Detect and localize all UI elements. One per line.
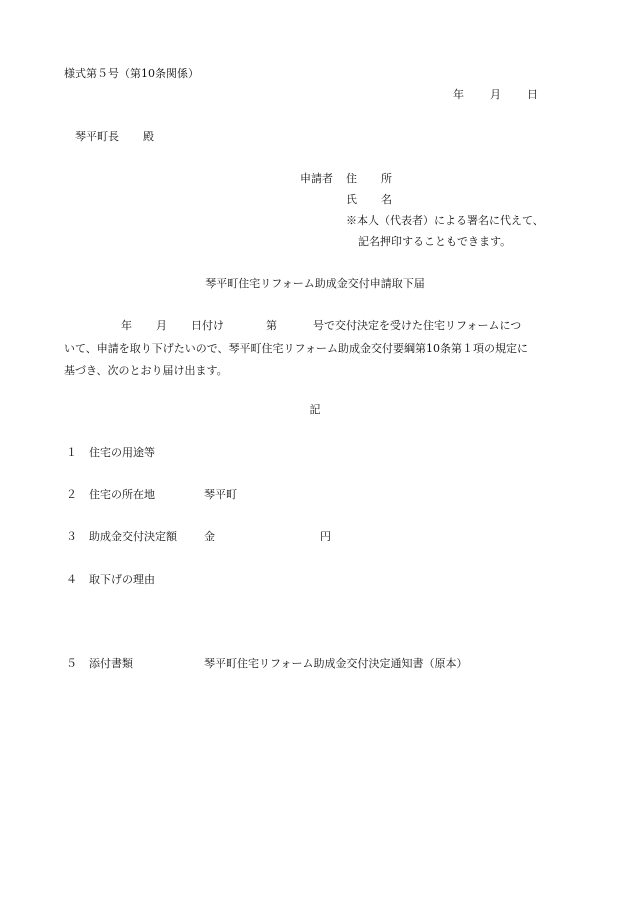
body-line-3: 基づき、次のとおり届け出ます。 — [64, 364, 228, 377]
item-suffix: 円 — [320, 530, 331, 543]
form-number: 様式第５号（第10条関係） — [64, 67, 199, 80]
item-number: ２ — [66, 488, 77, 501]
body-dai: 第 — [266, 319, 277, 332]
list-item — [66, 488, 155, 502]
item-number: ４ — [66, 573, 77, 586]
signature-note-line-2: 記名押印することもできます。 — [358, 235, 512, 248]
address-label-char-2: 所 — [381, 172, 392, 185]
list-item — [66, 657, 133, 671]
list-item — [66, 446, 155, 460]
signature-note-line-1: ※本人（代表者）による署名に代えて、 — [346, 214, 544, 227]
applicant-name-field — [346, 193, 392, 207]
address-label-char-1: 住 — [346, 172, 357, 185]
name-label-char-2: 名 — [381, 193, 392, 206]
item-label: 助成金交付決定額 — [89, 530, 177, 543]
list-item — [66, 573, 155, 587]
body-month: 月 — [156, 319, 167, 332]
document-title: 琴平町住宅リフォーム助成金交付申請取下届 — [205, 277, 425, 290]
name-label-char-1: 氏 — [346, 193, 357, 206]
applicant-label: 申請者 — [300, 172, 333, 185]
item-value: 琴平町住宅リフォーム助成金交付決定通知書（原本） — [204, 657, 468, 670]
addressee-name: 琴平町長 — [75, 130, 119, 143]
ki-heading: 記 — [309, 403, 321, 416]
item-number: ５ — [66, 657, 77, 670]
submission-date — [453, 88, 538, 102]
body-line-1-rest: 号で交付決定を受けた住宅リフォームにつ — [313, 319, 522, 332]
item-number: ３ — [66, 530, 77, 543]
body-line-1 — [64, 319, 562, 333]
body-line-2: いて、申請を取り下げたいので、琴平町住宅リフォーム助成金交付要綱第10条第１項の規定に — [64, 342, 529, 355]
date-year-label: 年 — [453, 88, 464, 101]
date-month-label: 月 — [490, 88, 501, 101]
item-label: 住宅の所在地 — [89, 488, 155, 501]
item-value: 琴平町 — [204, 488, 237, 501]
date-day-label: 日 — [527, 88, 538, 101]
item-label: 添付書類 — [89, 657, 133, 670]
body-year: 年 — [121, 319, 132, 332]
addressee — [75, 130, 154, 144]
addressee-honorific: 殿 — [143, 130, 154, 143]
body-day-dated: 日付け — [191, 319, 224, 332]
item-label: 取下げの理由 — [89, 573, 155, 586]
item-label: 住宅の用途等 — [89, 446, 155, 459]
applicant-address-field — [346, 172, 392, 186]
item-value: 金 — [204, 530, 215, 543]
item-number: １ — [66, 446, 77, 459]
list-item — [66, 530, 177, 544]
